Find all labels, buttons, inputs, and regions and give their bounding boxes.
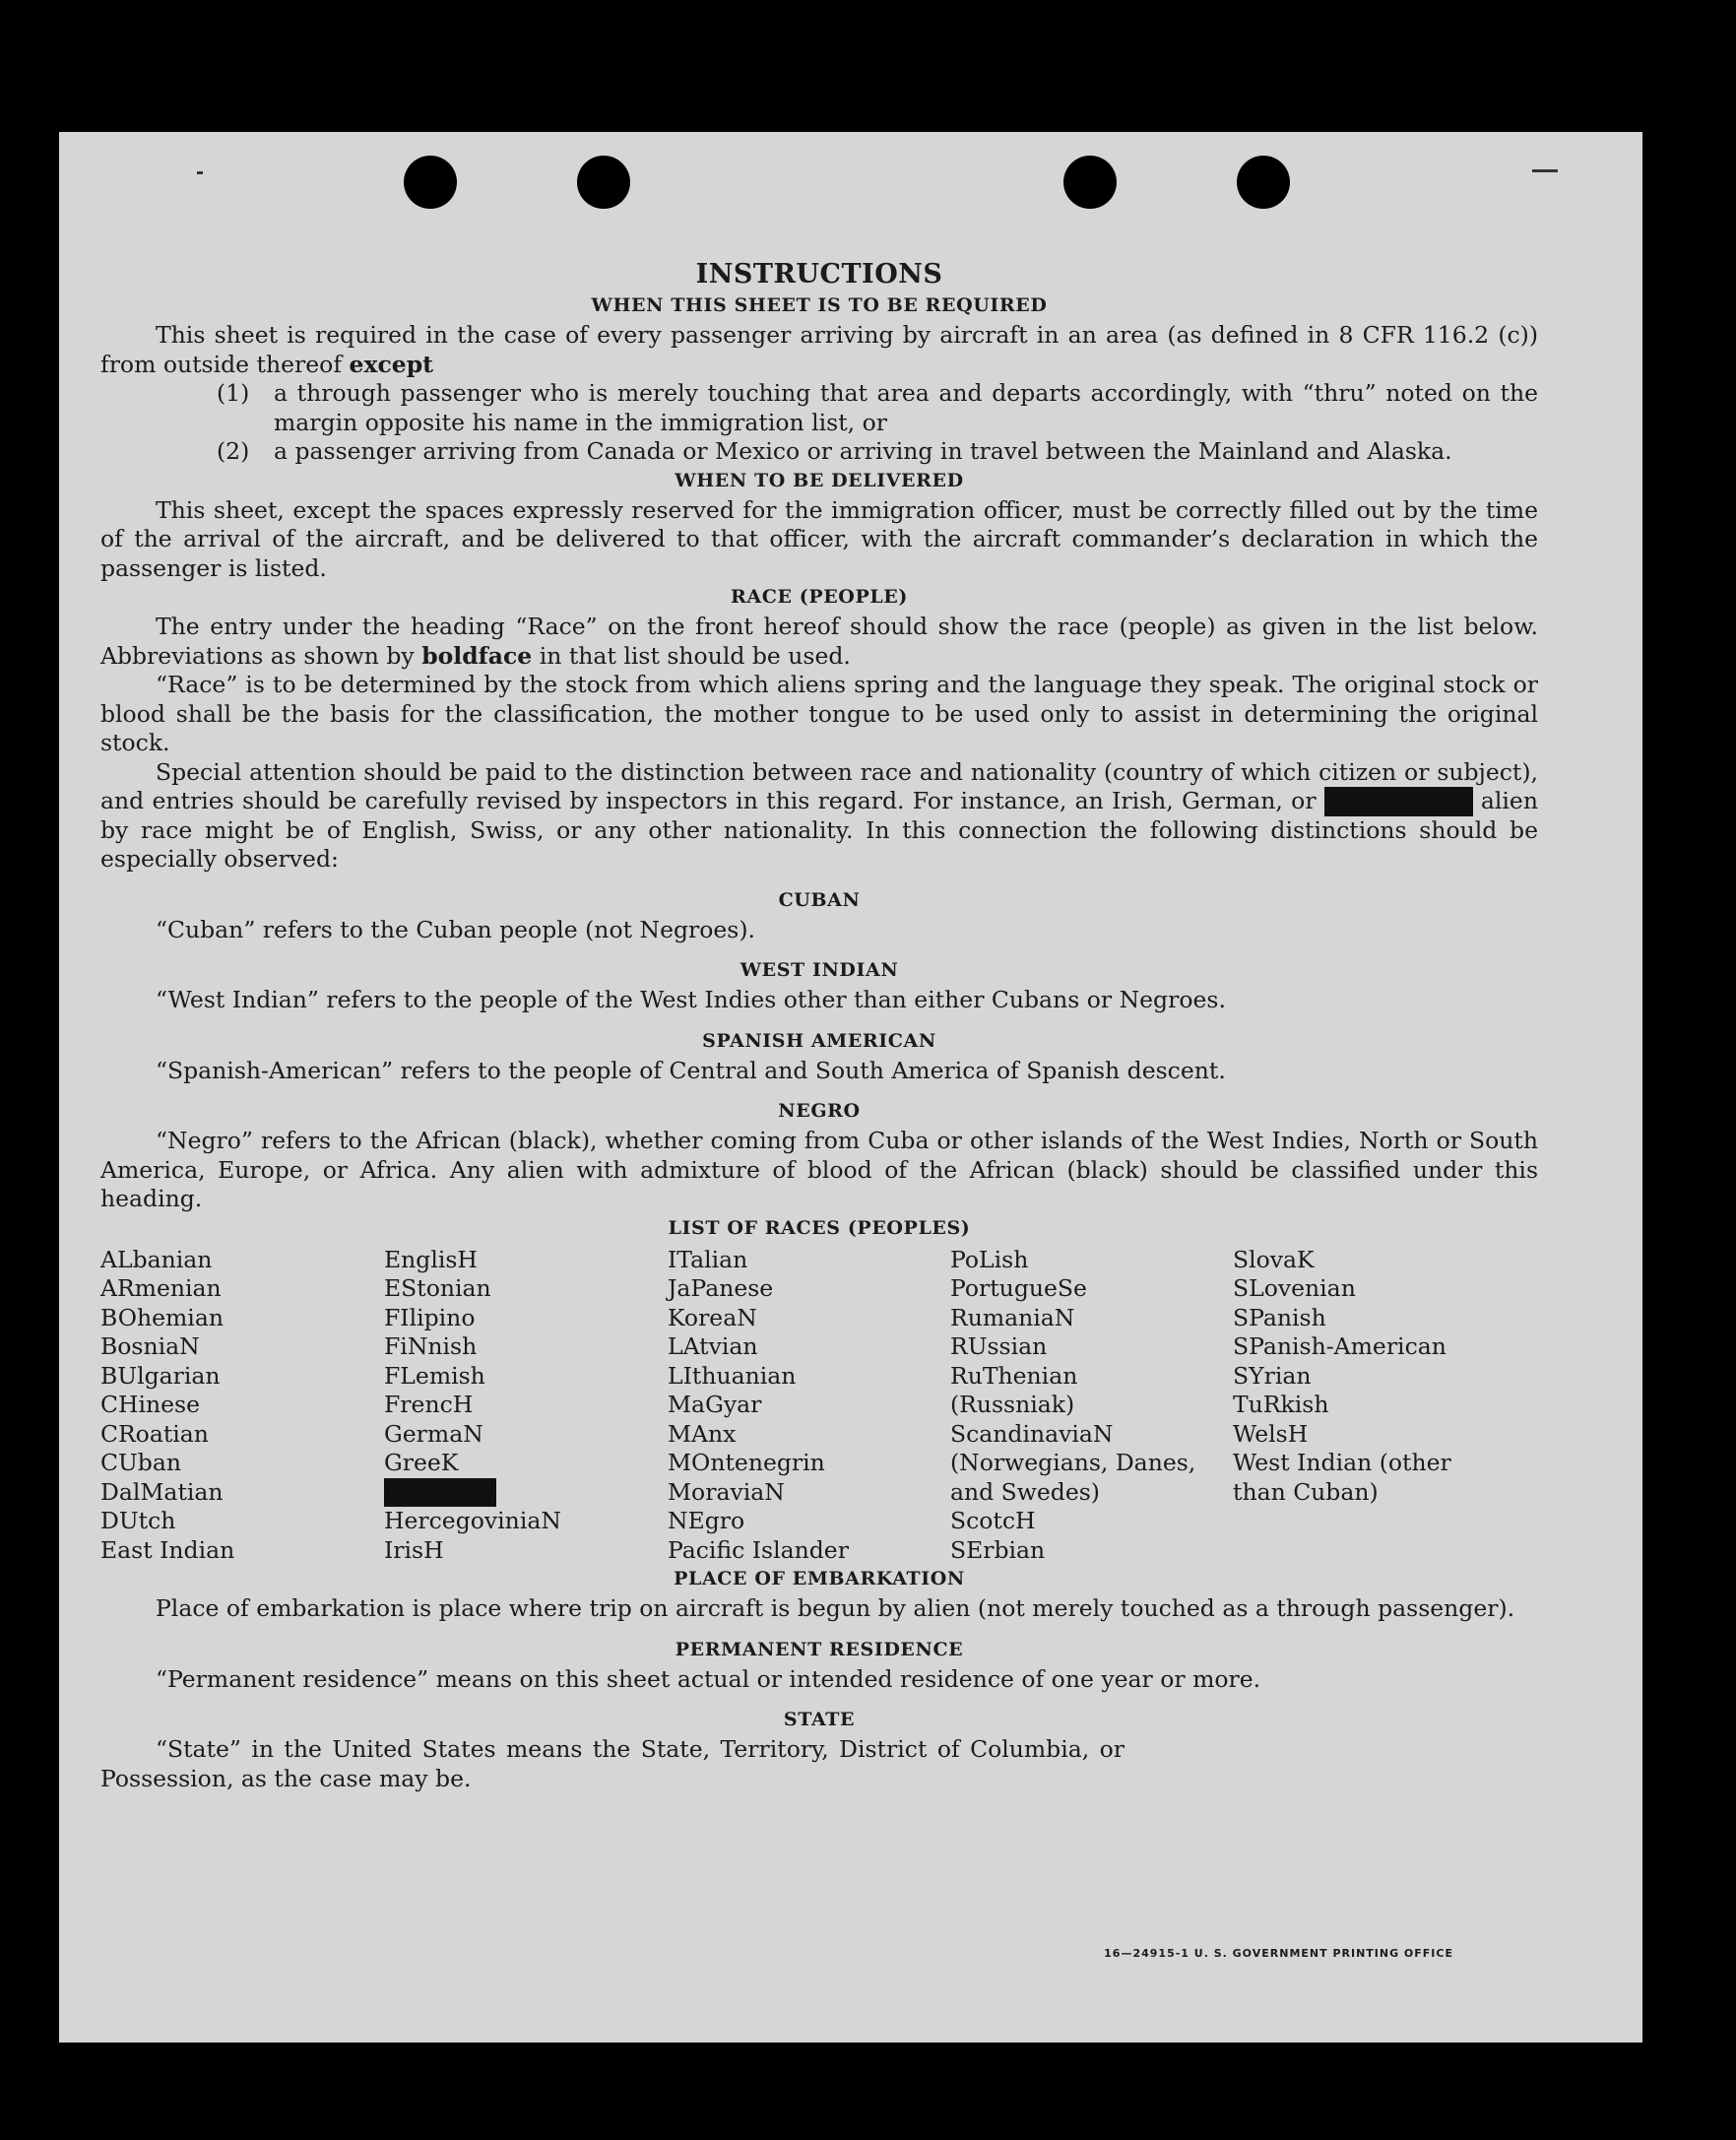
race-entry: MOntenegrin	[668, 1449, 825, 1476]
scan-speck	[197, 171, 203, 174]
item-text: a through passenger who is merely touching that area and departs accordingly, with “thru” noted on the margin opposite his name in the immigration list, or	[274, 379, 1538, 436]
race-entry: MaGyar	[668, 1391, 762, 1418]
race-entry: West Indian (other than Cuban)	[1233, 1449, 1451, 1506]
race-entry: RuThenian (Russniak)	[950, 1361, 1078, 1418]
race-entry-redacted	[384, 1478, 668, 1508]
races-column	[950, 1246, 1233, 1566]
race-paragraph-1: The entry under the heading “Race” on the front hereof should show the race (people) as given in the list below. Abbreviations as shown by boldface in that list should be used.	[100, 613, 1538, 670]
race-entry: FIlipino	[384, 1303, 476, 1331]
section-heading-state: STATE	[783, 1709, 856, 1730]
printing-office-imprint: 16—24915-1 U. S. GOVERNMENT PRINTING OFFICE	[1104, 1947, 1453, 1960]
section-heading-embarkation: PLACE OF EMBARKATION	[674, 1568, 965, 1589]
race-entry: HercegoviniaN	[384, 1507, 561, 1534]
race-entry: SPanish	[1233, 1303, 1326, 1331]
section-heading-spanish-american: SPANISH AMERICAN	[702, 1029, 936, 1052]
race-paragraph-3: Special attention should be paid to the distinction between race and nationality (country of which citizen or subject), and entries should be carefully revised by inspectors in this regard. For instance, an Irish, German, or Hebrew alien by race might be of English, Swiss, or any other nationality. In this connection the following distinctions should be especially observed:	[100, 757, 1538, 873]
section-heading-negro: NEGRO	[778, 1100, 861, 1122]
race-entry: TuRkish	[1233, 1391, 1329, 1418]
races-column	[668, 1246, 950, 1566]
race-entry: KoreaN	[668, 1303, 757, 1331]
cuban-text: “Cuban” refers to the Cuban people (not Negroes).	[156, 915, 756, 943]
race-entry: MAnx	[668, 1419, 737, 1448]
section-heading-races-list: LIST OF RACES (PEOPLES)	[668, 1216, 971, 1239]
race-entry: MoraviaN	[668, 1477, 785, 1506]
item-number: (1)	[217, 379, 250, 407]
residence-text: “Permanent residence” means on this sheet actual or intended residence of one year or more.	[156, 1664, 1261, 1693]
race-entry: BUlgarian	[100, 1361, 221, 1390]
race-entry: LAtvian	[668, 1332, 758, 1360]
race-entry: GreeK	[384, 1449, 459, 1476]
redacted-word: Hebrew	[1324, 787, 1473, 816]
required-intro: This sheet is required in the case of every passenger arriving by aircraft in an area (as defined in 8 CFR 116.2 (c)) from outside thereof except	[100, 321, 1538, 378]
race-entry: FiNnish	[384, 1332, 478, 1360]
punch-hole	[1237, 156, 1290, 209]
race-entry: East Indian	[100, 1535, 235, 1564]
negro-text: “Negro” refers to the African (black), whether coming from Cuba or other islands of the West Indies, North or South America, Europe, or Africa. Any alien with admixture of blood of the African (black) should be classified under this heading.	[100, 1127, 1538, 1212]
punch-hole	[404, 156, 457, 209]
document-sheet	[59, 132, 1642, 2043]
race-entry: ITalian	[668, 1245, 748, 1273]
race-entry: LIthuanian	[668, 1361, 797, 1390]
section-heading-residence: PERMANENT RESIDENCE	[675, 1638, 964, 1660]
redacted-race: HEBREW	[384, 1477, 496, 1506]
race-entry: SPanish-American	[1233, 1332, 1447, 1360]
race-entry: JaPanese	[668, 1274, 774, 1302]
race-entry: ARmenian	[100, 1274, 222, 1302]
section-heading-delivered: WHEN TO BE DELIVERED	[675, 469, 964, 491]
page-title: INSTRUCTIONS	[695, 259, 943, 290]
race-entry: RUssian	[950, 1332, 1048, 1360]
race-entry: PortugueSe	[950, 1274, 1087, 1302]
race-entry: SlovaK	[1233, 1245, 1315, 1273]
race-entry: BOhemian	[100, 1303, 224, 1331]
west-indian-text: “West Indian” refers to the people of the West Indies other than either Cubans or Negroes.	[156, 986, 1226, 1013]
section-heading-required: WHEN THIS SHEET IS TO BE REQUIRED	[591, 294, 1048, 316]
race-entry: SYrian	[1233, 1361, 1312, 1390]
races-column	[1233, 1246, 1528, 1566]
race-bold-word: boldface	[421, 641, 533, 670]
item-number: (2)	[217, 437, 250, 465]
race-entry: CUban	[100, 1449, 181, 1476]
race-entry: GermaN	[384, 1419, 483, 1448]
required-item	[100, 379, 1538, 437]
race-entry: Pacific Islander	[668, 1535, 849, 1564]
section-heading-west-indian: WEST INDIAN	[739, 959, 899, 981]
race-entry: NEgro	[668, 1507, 745, 1534]
race-entry: RumaniaN	[950, 1303, 1075, 1331]
race-entry: ALbanian	[100, 1245, 213, 1273]
state-text: “State” in the United States means the State, Territory, District of Columbia, or Possession, as the case may be.	[100, 1735, 1125, 1792]
races-column	[100, 1246, 384, 1566]
section-heading-race: RACE (PEOPLE)	[731, 586, 908, 608]
race-entry: ScandinaviaN (Norwegians, Danes, and Swedes)	[950, 1419, 1196, 1506]
embarkation-text: Place of embarkation is place where trip on aircraft is begun by alien (not merely touched as a through passenger).	[156, 1594, 1515, 1622]
race-entry: DalMatian	[100, 1477, 224, 1506]
race-entry: FLemish	[384, 1361, 485, 1390]
required-item	[100, 437, 1538, 467]
races-column	[384, 1246, 668, 1566]
instructions-body	[100, 258, 1538, 1793]
race-paragraph-2: “Race” is to be determined by the stock from which aliens spring and the language they speak. The original stock or blood shall be the basis for the classification, the mother tongue to be used only to assist in determining the original stock.	[100, 671, 1538, 756]
race-entry: PoLish	[950, 1245, 1029, 1273]
race-entry: ScotcH	[950, 1507, 1036, 1534]
punch-hole	[1063, 156, 1117, 209]
spanish-american-text: “Spanish-American” refers to the people of Central and South America of Spanish descent.	[156, 1056, 1226, 1084]
races-list	[100, 1246, 1538, 1566]
scan-speck	[1532, 169, 1558, 172]
section-heading-cuban: CUBAN	[778, 888, 861, 911]
punch-hole	[577, 156, 630, 209]
race-entry: WelsH	[1233, 1419, 1309, 1448]
race-entry: BosniaN	[100, 1332, 200, 1360]
race-entry: SLovenian	[1233, 1274, 1356, 1302]
race-entry: FrencH	[384, 1391, 474, 1418]
item-text: a passenger arriving from Canada or Mexico or arriving in travel between the Mainland and Alaska.	[274, 437, 1452, 465]
required-intro-bold: except	[349, 350, 434, 378]
race-entry: DUtch	[100, 1507, 176, 1534]
race-entry: SErbian	[950, 1535, 1046, 1564]
race-entry: CRoatian	[100, 1419, 209, 1448]
delivered-text: This sheet, except the spaces expressly reserved for the immigration officer, must be correctly filled out by the time of the arrival of the aircraft, and be delivered to that officer, with the aircraft commander’s declaration in which the passenger is listed.	[100, 495, 1538, 582]
race-entry: EnglisH	[384, 1245, 478, 1273]
race-entry: CHinese	[100, 1391, 200, 1418]
race-entry: EStonian	[384, 1274, 491, 1302]
race-entry: IrisH	[384, 1535, 444, 1564]
